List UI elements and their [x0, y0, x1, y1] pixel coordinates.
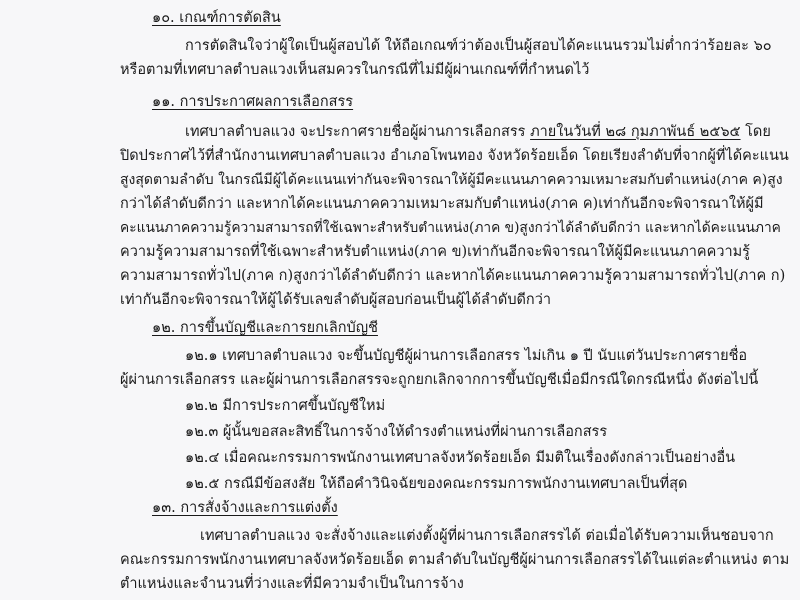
- section-11-line-2: ปิดประกาศไว้ที่สำนักงานเทศบาลตำบลแวง อำเภอโพนทอง จังหวัดร้อยเอ็ด โดยเรียงลำดับที่จากผู้ที่ได้คะแนน: [120, 148, 789, 164]
- section-11-line-4: กว่าได้ลำดับดีกว่า และหากได้คะแนนภาคความเหมาะสมกับตำแหน่ง(ภาค ค)เท่ากันอีกจะพิจารณาให้ผู้มี: [120, 196, 764, 212]
- section-11-line-8: เท่ากันอีกจะพิจารณาให้ผู้ได้รับเลขลำดับผู้สอบก่อนเป็นผู้ได้ลำดับดีกว่า: [120, 292, 551, 308]
- section-13-line-2: คณะกรรมการพนักงานเทศบาลจังหวัดร้อยเอ็ด ตามลำดับในบัญชีผู้ผ่านการเลือกสรรได้ในแต่ละตำแหน่ง ตาม: [120, 552, 790, 568]
- section-11-line-1: [185, 122, 771, 142]
- section-11-line-6: ความรู้ความสามารถที่ใช้เฉพาะสำหรับตำแหน่ง(ภาค ข)เท่ากันอีกจะพิจารณาให้ผู้มีคะแนนภาคความรู้: [120, 244, 750, 260]
- section-11-line-1-pre: เทศบาลตำบลแวง จะประกาศรายชื่อผู้ผ่านการเลือกสรร: [185, 124, 531, 140]
- section-12-item-4: ๑๒.๔ เมื่อคณะกรรมการพนักงานเทศบาลจังหวัดร้อยเอ็ด มีมติในเรื่องดังกล่าวเป็นอย่างอื่น: [185, 450, 736, 466]
- section-12-item-1-cont: ผู้ผ่านการเลือกสรร และผู้ผ่านการเลือกสรรจะถูกยกเลิกจากการขึ้นบัญชีเมื่อมีกรณีใดกรณีหนึ่ง ดังต่อไปนี้: [120, 372, 759, 388]
- section-11-line-5: คะแนนภาคความรู้ความสามารถที่ใช้เฉพาะสำหรับตำแหน่ง(ภาค ข)สูงกว่าได้ลำดับดีกว่า และหากได้คะแนนภาค: [120, 220, 781, 236]
- section-13-line-1: เทศบาลตำบลแวง จะสั่งจ้างและแต่งตั้งผู้ที่ผ่านการเลือกสรรได้ ต่อเมื่อได้รับความเห็นชอบจาก: [200, 528, 774, 544]
- section-12-item-5: ๑๒.๕ กรณีมีข้อสงสัย ให้ถือคำวินิจฉัยของคณะกรรมการพนักงานเทศบาลเป็นที่สุด: [185, 476, 688, 492]
- section-10-heading: ๑๐. เกณฑ์การตัดสิน: [152, 10, 281, 26]
- section-12-item-2: ๑๒.๒ มีการประกาศขึ้นบัญชีใหม่: [185, 398, 386, 414]
- announcement-date: ภายในวันที่ ๒๘ กุมภาพันธ์ ๒๕๖๕: [530, 124, 741, 140]
- section-11-line-7: ความสามารถทั่วไป(ภาค ก)สูงกว่าได้ลำดับดีกว่า และหากได้คะแนนภาคความรู้ความสามารถทั่วไป(ภาค ก): [120, 268, 786, 284]
- section-11-heading: ๑๑. การประกาศผลการเลือกสรร: [152, 94, 354, 110]
- section-11-line-3: สูงสุดตามลำดับ ในกรณีมีผู้ได้คะแนนเท่ากันจะพิจารณาให้ผู้มีคะแนนภาคความเหมาะสมกับตำแหน่ง(ภาค ค)สูง: [120, 172, 783, 188]
- section-12-item-1: ๑๒.๑ เทศบาลตำบลแวง จะขึ้นบัญชีผู้ผ่านการเลือกสรร ไม่เกิน ๑ ปี นับแต่วันประกาศรายชื่อ: [185, 348, 748, 364]
- section-13-heading: ๑๓. การสั่งจ้างและการแต่งตั้ง: [152, 500, 338, 516]
- section-10-line-2: หรือตามที่เทศบาลตำบลแวงเห็นสมควรในกรณีที่ไม่มีผู้ผ่านเกณฑ์ที่กำหนดไว้: [120, 62, 590, 78]
- section-12-item-3: ๑๒.๓ ผู้นั้นขอสละสิทธิ์ในการจ้างให้ดำรงตำแหน่งที่ผ่านการเลือกสรร: [185, 424, 608, 440]
- section-10-line-1: การตัดสินใจว่าผู้ใดเป็นผู้สอบได้ ให้ถือเกณฑ์ว่าต้องเป็นผู้สอบได้คะแนนรวมไม่ต่ำกว่าร้อยละ ๖๐: [185, 38, 772, 54]
- section-11-line-1-post: โดย: [740, 124, 771, 140]
- section-12-heading: ๑๒. การขึ้นบัญชีและการยกเลิกบัญชี: [152, 320, 378, 336]
- section-13-line-3: ตำแหน่งและจำนวนที่ว่างและที่มีความจำเป็นในการจ้าง: [120, 576, 464, 592]
